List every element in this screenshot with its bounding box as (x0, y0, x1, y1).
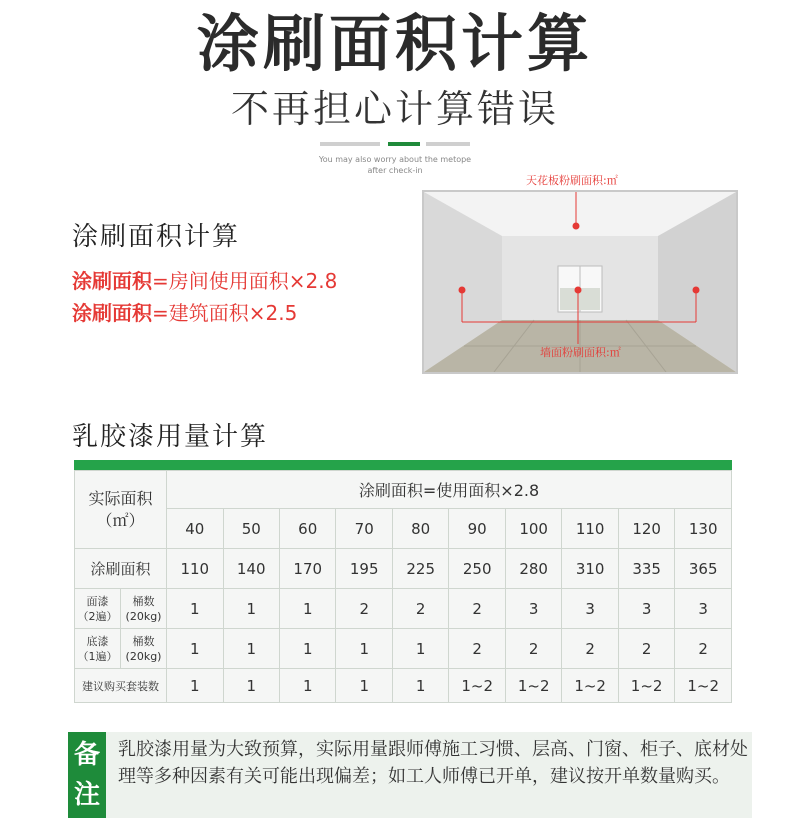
area-cell: 120 (618, 509, 674, 549)
table-cell: 2 (505, 629, 561, 669)
table-cell: 3 (618, 589, 674, 629)
formula-1-rest: =房间使用面积×2.8 (152, 269, 338, 293)
area-cell: 60 (279, 509, 335, 549)
ceiling-label: 天花板粉刷面积:㎡ (526, 174, 618, 187)
table-cell: 2 (449, 629, 505, 669)
table-cell: 1 (167, 589, 223, 629)
table-cell: 1 (279, 589, 335, 629)
divider-right (426, 142, 470, 146)
area-cell: 50 (223, 509, 279, 549)
actual-area-header: 实际面积 （㎡） (75, 471, 167, 549)
page-title: 涂刷面积计算 (196, 7, 593, 80)
table-cell: 1~2 (562, 669, 618, 703)
divider-accent (388, 142, 420, 146)
table-cell: 1~2 (449, 669, 505, 703)
table-cell: 195 (336, 549, 392, 589)
area-section-heading: 涂刷面积计算 (72, 222, 241, 252)
formula-2-key: 涂刷面积 (72, 301, 152, 325)
row-label-primer-buckets: 桶数 (20kg) (121, 629, 167, 669)
table-cell: 1 (279, 629, 335, 669)
table-cell: 170 (279, 549, 335, 589)
table-cell: 3 (562, 589, 618, 629)
area-cell: 100 (505, 509, 561, 549)
formula-2 (72, 298, 297, 328)
table-cell: 3 (505, 589, 561, 629)
table-cell: 1 (336, 669, 392, 703)
tagline-line-2: after check-in (367, 166, 423, 175)
table-cell: 1 (336, 629, 392, 669)
table-cell: 3 (675, 589, 732, 629)
row-label-paint-area: 涂刷面积 (75, 549, 167, 589)
table-cell: 1 (167, 629, 223, 669)
page-subtitle: 不再担心计算错误 (230, 87, 559, 131)
usage-section-heading: 乳胶漆用量计算 (72, 422, 269, 452)
area-cell: 70 (336, 509, 392, 549)
table-cell: 110 (167, 549, 223, 589)
table-cell: 1~2 (618, 669, 674, 703)
table-cell: 1 (279, 669, 335, 703)
table-cell: 1 (392, 629, 448, 669)
table-cell: 1 (167, 669, 223, 703)
table-cell: 1 (223, 669, 279, 703)
note-tag: 备 注 (68, 732, 106, 818)
wall-label: 墙面粉刷面积:㎡ (540, 346, 621, 359)
table-cell: 2 (449, 589, 505, 629)
area-cell: 110 (562, 509, 618, 549)
area-cell: 40 (167, 509, 223, 549)
table-top-bar (74, 460, 732, 470)
table-cell: 2 (392, 589, 448, 629)
table-cell: 140 (223, 549, 279, 589)
table-cell: 2 (562, 629, 618, 669)
table-cell: 2 (336, 589, 392, 629)
formula-2-rest: =建筑面积×2.5 (152, 301, 298, 325)
table-cell: 250 (449, 549, 505, 589)
table-cell: 1~2 (675, 669, 732, 703)
area-cell: 80 (392, 509, 448, 549)
paint-usage-table (74, 460, 732, 703)
row-label-primer: 底漆 （1遍） (75, 629, 121, 669)
table-cell: 310 (562, 549, 618, 589)
table-cell: 280 (505, 549, 561, 589)
table-cell: 365 (675, 549, 732, 589)
table-cell: 225 (392, 549, 448, 589)
area-cell: 130 (675, 509, 732, 549)
formula-1 (72, 266, 337, 296)
formula-header: 涂刷面积=使用面积×2.8 (167, 471, 732, 509)
note-text: 乳胶漆用量为大致预算，实际用量跟师傅施工习惯、层高、门窗、柜子、底材处理等多种因素有关可能出现偏差；如工人师傅已开单，建议按开单数量购买。 (118, 739, 748, 787)
tagline-line-1: You may also worry about the metope (318, 155, 472, 164)
table-cell: 1 (223, 589, 279, 629)
table-cell: 335 (618, 549, 674, 589)
row-label-suggested-sets: 建议购买套装数 (75, 669, 167, 703)
table-cell: 1 (392, 669, 448, 703)
english-tagline (0, 154, 790, 176)
table-cell: 2 (675, 629, 732, 669)
row-label-topcoat-buckets: 桶数 (20kg) (121, 589, 167, 629)
table-cell: 1 (223, 629, 279, 669)
formula-1-key: 涂刷面积 (72, 269, 152, 293)
area-cell: 90 (449, 509, 505, 549)
table-cell: 2 (618, 629, 674, 669)
table-cell: 1~2 (505, 669, 561, 703)
divider-left (320, 142, 380, 146)
row-label-topcoat: 面漆 （2遍） (75, 589, 121, 629)
